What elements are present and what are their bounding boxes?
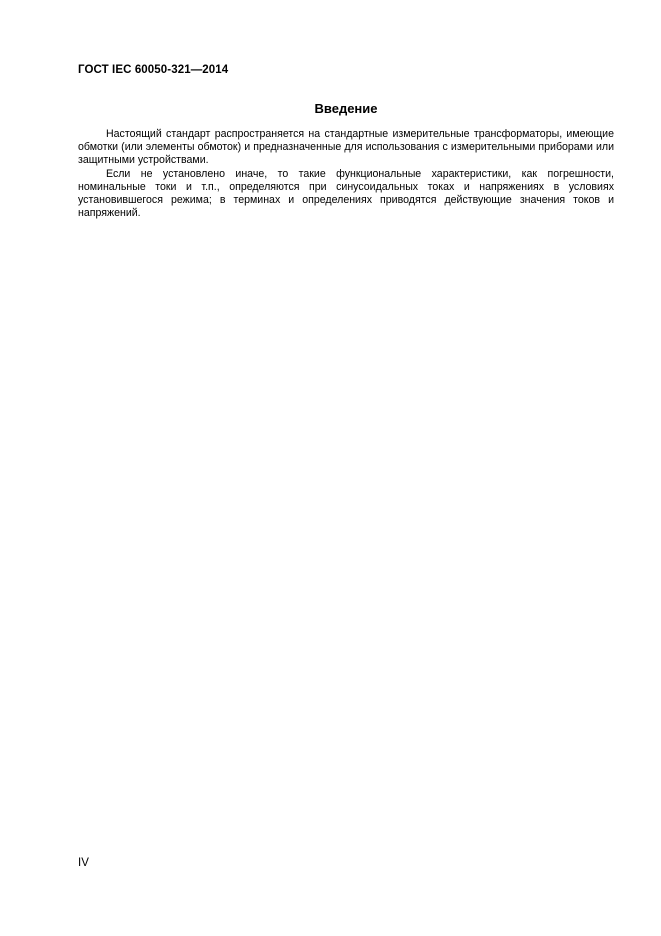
paragraph: Если не установлено иначе, то такие функциональные характеристики, как погрешности, номинальные токи и т.п., определяются при синусоидальных токах и напряжениях в условиях установившегося режима; в терминах и определениях приводятся действующие значения токов и напряжений. — [78, 167, 614, 220]
paragraph: Настоящий стандарт распространяется на стандартные измерительные трансформаторы, имеющие обмотки (или элементы обмоток) и предназначенные для использования с измерительными приборами или защитными устройствами. — [78, 128, 614, 167]
page-number: IV — [78, 857, 89, 869]
section-body — [78, 128, 614, 220]
section-title: Введение — [314, 101, 378, 116]
document-code-header: ГОСТ IEC 60050-321—2014 — [78, 64, 229, 76]
